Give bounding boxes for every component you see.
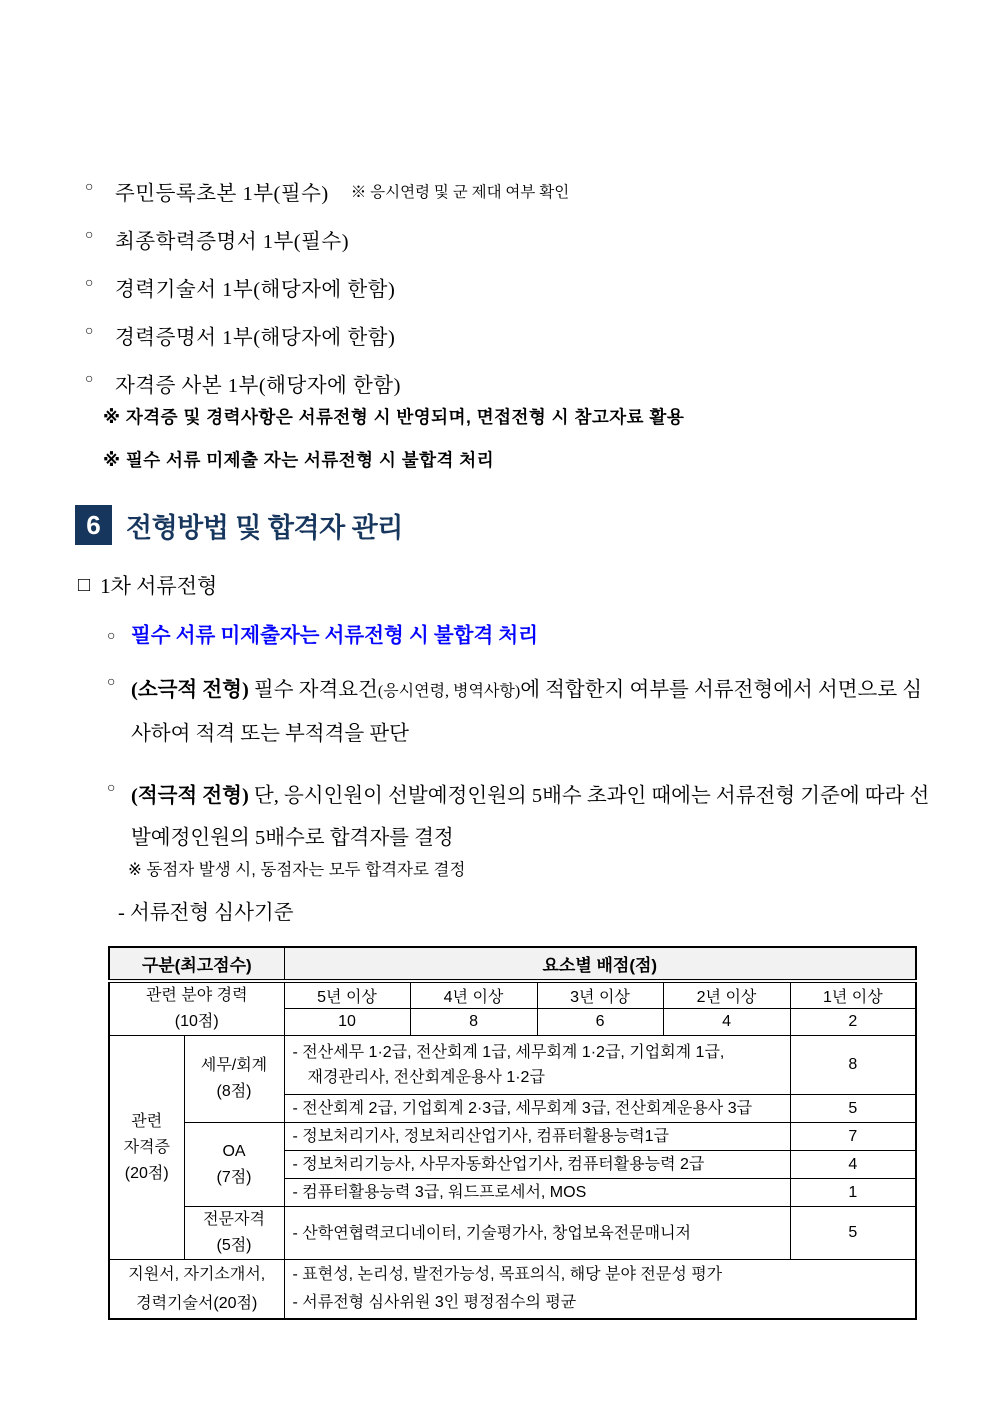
criteria-label: - 서류전형 심사기준 [118, 902, 294, 924]
list-item [85, 320, 992, 368]
cert-score-cell: 7 [790, 1123, 916, 1151]
application-label-line1: 지원서, 자기소개서, [128, 1266, 266, 1283]
year-score-cell: 8 [410, 1008, 537, 1035]
section-number-badge: 6 [75, 505, 112, 545]
bullet-text-segment: 필수 자격요건 [248, 679, 378, 701]
cert-score-cell: 4 [790, 1151, 916, 1179]
table-row-cert-tax1 [109, 1036, 916, 1095]
cert-group-line1: 관련 [131, 1112, 163, 1130]
table-row-cert-pro [109, 1207, 916, 1260]
bullet-text-small: (응시연령, 병역사항) [377, 683, 521, 700]
cert-subgroup-cell-tax [184, 1036, 284, 1123]
year-score-cell: 4 [663, 1008, 790, 1035]
year-header-cell: 1년 이상 [790, 981, 916, 1008]
column-header-points: 요소별 배점(점) [284, 947, 916, 981]
subgroup-label-line1: 세무/회계 [200, 1057, 268, 1074]
table-row-cert-oa1 [109, 1123, 916, 1151]
required-documents-list [85, 176, 992, 416]
list-item [85, 224, 992, 272]
document-item-text: 자격증 사본 1부(해당자에 한함) [115, 375, 401, 397]
year-header-cell: 2년 이상 [663, 981, 790, 1008]
year-score-cell: 6 [537, 1008, 663, 1035]
document-item-text: 경력증명서 1부(해당자에 한함) [115, 327, 396, 349]
subgroup-label-line1: 전문자격 [203, 1211, 265, 1228]
star-note: ※ 필수 서류 미제출 자는 서류전형 시 불합격 처리 [103, 450, 495, 470]
career-label-line1: 관련 분야 경력 [145, 987, 248, 1004]
bullet-text-segment: 에 적합한지 여부를 서류전형에서 서면으로 심사하여 적격 또는 부적격을 판단 [131, 679, 923, 745]
application-label-line2: 경력기술서(20점) [136, 1295, 258, 1312]
cert-subgroup-cell-pro [184, 1207, 284, 1260]
document-item-note: ※ 응시연령 및 군 제대 여부 확인 [350, 184, 570, 201]
section-header [75, 505, 992, 545]
career-label-line2: (10점) [174, 1013, 219, 1030]
star-note: ※ 자격증 및 경력사항은 서류전형 시 반영되며, 면접전형 시 참고자료 활용 [103, 407, 685, 427]
application-desc-line2: - 서류전형 심사위원 3인 평정점수의 평균 [292, 1294, 577, 1311]
table-row-career-years [109, 981, 916, 1008]
circle-bullet-icon: ○ [107, 629, 116, 644]
cert-desc-cell: - 전산회계 2급, 기업회계 2·3급, 세무회계 3급, 전산회계운용사 3급 [284, 1095, 790, 1123]
circle-bullet-icon: ○ [85, 228, 94, 243]
circle-bullet-icon: ○ [85, 180, 94, 195]
cert-desc-line2: 재경관리사, 전산회계운용사 1·2급 [307, 1069, 545, 1086]
table-row-application [109, 1260, 916, 1320]
cert-subgroup-cell-oa [184, 1123, 284, 1207]
cert-desc-cell [284, 1036, 790, 1095]
year-header-cell: 5년 이상 [284, 981, 410, 1008]
year-header-cell: 4년 이상 [410, 981, 537, 1008]
bullet-text-blue: 필수 서류 미제출자는 서류전형 시 불합격 처리 [131, 625, 539, 647]
year-score-cell: 2 [790, 1008, 916, 1035]
bullet-bold-label: (적극적 전형) [131, 785, 249, 807]
tie-breaker-note: ※ 동점자 발생 시, 동점자는 모두 합격자로 결정 [128, 861, 466, 879]
cert-score-cell: 5 [790, 1207, 916, 1260]
year-score-cell: 10 [284, 1008, 410, 1035]
subgroup-label-line2: (8점) [216, 1083, 252, 1100]
section-title: 전형방법 및 합격자 관리 [126, 512, 403, 543]
subgroup-label-line2: (5점) [216, 1237, 252, 1254]
screening-criteria-table [108, 946, 917, 1320]
circle-bullet-icon: ○ [85, 372, 94, 387]
application-label-cell [109, 1260, 284, 1320]
cert-group-line3: (20점) [124, 1164, 169, 1182]
bullet-bold-label: (소극적 전형) [131, 679, 249, 701]
list-item [85, 176, 992, 224]
bullet-text [131, 775, 931, 859]
circle-bullet-icon: ○ [107, 781, 116, 796]
circle-bullet-icon: ○ [85, 324, 94, 339]
bullet-item-active-screening [107, 775, 937, 859]
circle-bullet-icon: ○ [85, 276, 94, 291]
year-header-cell: 3년 이상 [537, 981, 663, 1008]
cert-group-cell [109, 1036, 184, 1260]
cert-desc-cell: - 컴퓨터활용능력 3급, 워드프로세서, MOS [284, 1179, 790, 1207]
cert-desc-cell: - 정보처리기사, 정보처리산업기사, 컴퓨터활용능력1급 [284, 1123, 790, 1151]
document-item-text: 주민등록초본 1부(필수) [115, 183, 329, 205]
subgroup-label-line1: OA [222, 1142, 246, 1160]
cert-desc-line1: - 전산세무 1·2급, 전산회계 1급, 세무회계 1·2급, 기업회계 1급, [292, 1044, 725, 1061]
circle-bullet-icon: ○ [107, 675, 116, 690]
subsection-title: 1차 서류전형 [100, 574, 218, 598]
square-bullet-icon: □ [78, 573, 91, 596]
cert-score-cell: 8 [790, 1036, 916, 1095]
document-item-text: 최종학력증명서 1부(필수) [115, 231, 350, 253]
subgroup-label-line2: (7점) [216, 1168, 252, 1186]
bullet-item-passive-screening [107, 669, 937, 755]
subsection-heading [78, 570, 992, 600]
bullet-item-required-docs-fail [107, 623, 937, 649]
table-header-row [109, 947, 916, 981]
column-header-category: 구분(최고점수) [109, 947, 284, 981]
bullet-text [131, 669, 931, 755]
cert-group-line2: 자격증 [123, 1138, 170, 1156]
star-notes [103, 404, 992, 490]
list-item [85, 272, 992, 320]
document-item-text: 경력기술서 1부(해당자에 한함) [115, 279, 396, 301]
bullet-text-segment: 단, 응시인원이 선발예정인원의 5배수 초과인 때에는 서류전형 기준에 따라 선발예정인원의 5배수로 합격자를 결정 [131, 785, 930, 849]
cert-desc-cell: - 산학연협력코디네이터, 기술평가사, 창업보육전문매니저 [284, 1207, 790, 1260]
cert-score-cell: 5 [790, 1095, 916, 1123]
application-desc-cell [284, 1260, 916, 1320]
cert-score-cell: 1 [790, 1179, 916, 1207]
cert-desc-cell: - 정보처리기능사, 사무자동화산업기사, 컴퓨터활용능력 2급 [284, 1151, 790, 1179]
application-desc-line1: - 표현성, 논리성, 발전가능성, 목표의식, 해당 분야 전문성 평가 [292, 1266, 723, 1283]
career-category-cell [109, 981, 284, 1036]
